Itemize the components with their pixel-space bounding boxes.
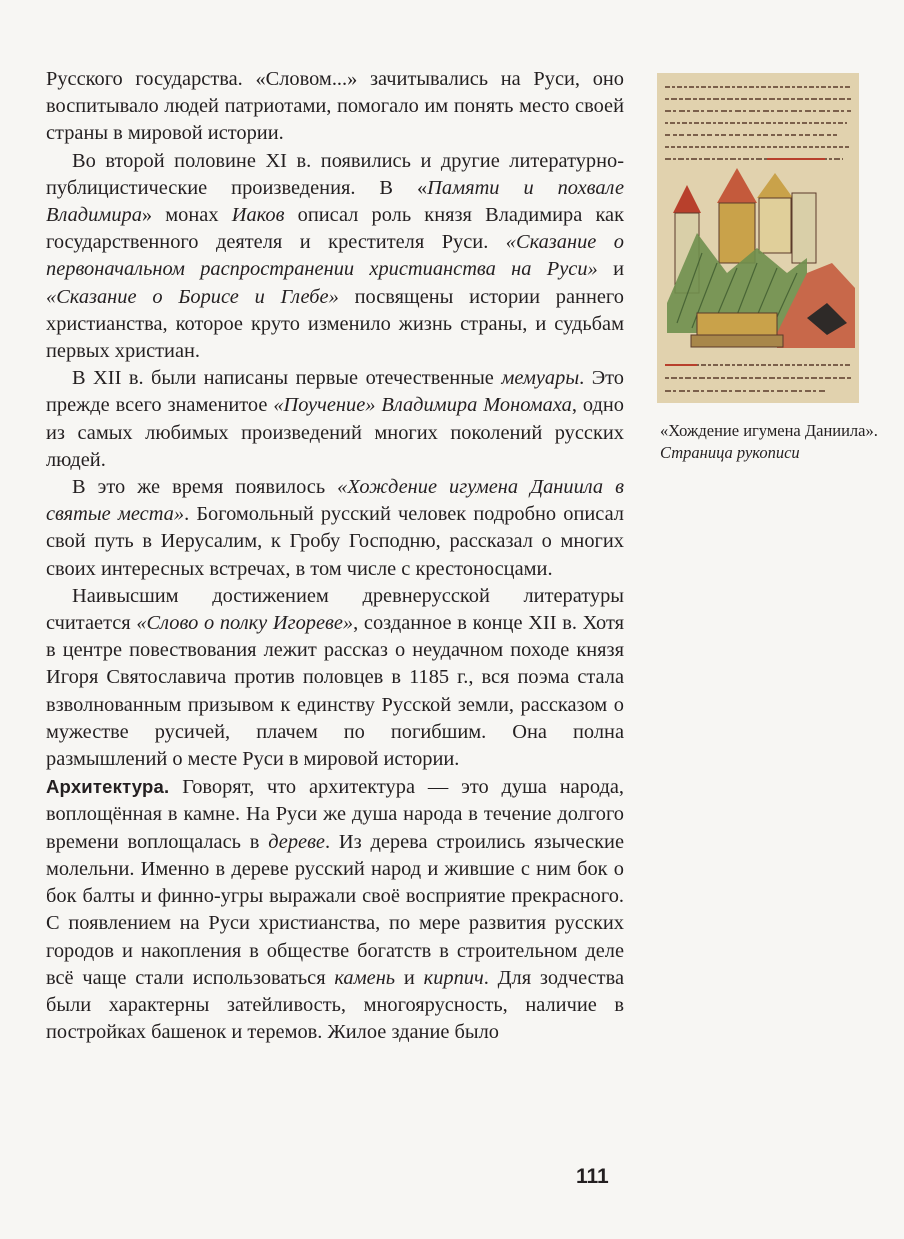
text-run: . Для зодчества были характерны затейливость, многоярусность, наличие в постройках башенок и теремов. Жилое здание было	[46, 966, 625, 1044]
text-run: » монах	[141, 204, 232, 227]
body-paragraph	[46, 148, 624, 366]
text-run: . Из дерева строились языческие молельни. Именно в дереве русский народ и жившие с ним бок о бок балты и финно-угры выражали своё восприятие прекрасного. С появлением на Руси христианства, по мере развития русских городов и накопления в обществе богатств в строительном деле всё чаще стали использоваться	[46, 830, 624, 989]
text-run: , одно из самых любимых произведений многих поколений русских людей.	[46, 394, 624, 471]
body-paragraph	[46, 474, 624, 583]
caption-subtitle: Страница рукописи	[660, 443, 800, 462]
italic-term: «Сказание о первоначальном распространении христианства на Руси»	[46, 231, 624, 281]
section-heading: Архитектура.	[46, 776, 170, 798]
body-paragraph	[46, 583, 624, 773]
text-run: описал роль князя Владимира как государственного деятеля и крестителя Руси.	[46, 204, 625, 254]
text-run: и	[395, 966, 424, 989]
body-paragraph	[46, 66, 624, 148]
text-run: В XII в. были написаны первые отечественные	[72, 367, 502, 390]
text-run: . Богомольный русский человек подробно описал свой путь в Иерусалим, к Гробу Господню, рассказал о многих своих интересных встречах, в том числе с крестоносцами.	[46, 503, 624, 580]
italic-term: камень	[334, 966, 396, 989]
text-run: и	[597, 258, 624, 281]
italic-term: Памяти и похвале Владимира	[46, 176, 624, 227]
italic-term: «Слово о полку Игореве»	[136, 612, 354, 635]
italic-term: дереве	[268, 830, 325, 853]
text-run: Наивысшим достижением древнерусской литературы считается	[46, 584, 624, 635]
italic-term: кирпич	[423, 966, 484, 989]
manuscript-illumination-image	[657, 73, 859, 403]
manuscript-figure	[657, 73, 859, 403]
caption-title: «Хождение игумена Даниила».	[660, 421, 878, 440]
text-run: В это же время появилось	[72, 476, 338, 499]
body-paragraph	[46, 773, 624, 1046]
italic-term: «Хождение игумена Даниила в святые места»	[46, 476, 624, 526]
text-run: посвящены истории раннего христианства, которое круто изменило жизнь страны, и судьбам первых христиан.	[46, 285, 624, 363]
main-text-column	[46, 66, 624, 1046]
italic-term: «Сказание о Борисе и Глебе»	[46, 285, 339, 308]
text-run: Во второй половине XI в. появились и другие литературно-публицистические произведения. В «	[46, 149, 624, 199]
page-number: 111	[576, 1165, 609, 1188]
text-run: Русского государства. «Словом...» зачитывались на Руси, оно воспитывало людей патриотами, помогало им понять место своей страны в мировой истории.	[46, 68, 624, 145]
italic-term: Иаков	[231, 204, 285, 227]
text-run: . Это прежде всего знаменитое	[46, 367, 624, 417]
text-run: , созданное в конце XII в. Хотя в центре повествования лежит рассказ о неудачном походе князя Игоря Святославича против половцев в 1185 г., вся поэма стала взволнованным призывом к единству Русской земли, рассказом о мужестве русичей, плачем по погибшим. Она полна размышлений о месте Руси в мировой истории.	[46, 612, 624, 771]
italic-term: мемуары	[501, 367, 580, 390]
italic-term: «Поучение» Владимира Мономаха	[273, 394, 572, 417]
figure-caption	[660, 420, 880, 464]
text-run: Говорят, что архитектура — это душа народа, воплощённая в камне. На Руси же душа народа в течение долгого времени воплощалась в	[46, 776, 624, 853]
body-paragraph	[46, 365, 624, 474]
